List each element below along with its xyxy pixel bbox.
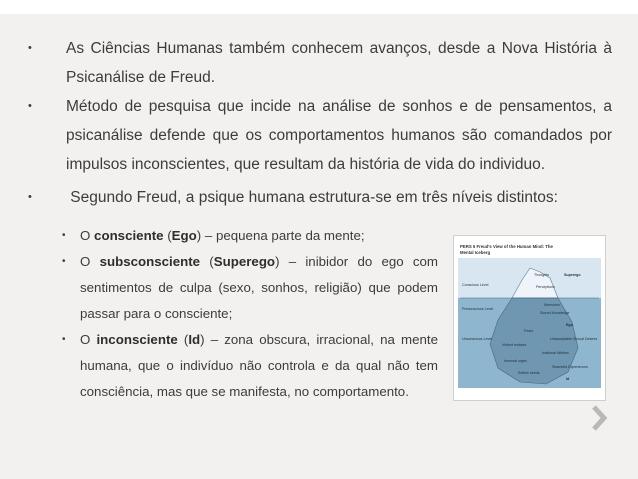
bullet-text: Método de pesquisa que incide na análise de sonhos e de pensamentos, a psicanálise defende que os comportamentos humanos são comandados por impulsos inconscientes, que resultam da história de vida do individuo. bbox=[66, 98, 612, 173]
sub-bullet-dot: • bbox=[62, 230, 66, 241]
term-bold: subsconsciente bbox=[99, 254, 201, 269]
figure-title-2: Mental Iceberg bbox=[460, 250, 491, 255]
label-memories: Memories bbox=[544, 303, 560, 307]
sub-bullet-subsconsciente bbox=[64, 249, 438, 327]
alias-bold: Id bbox=[188, 332, 201, 347]
alias-bold: Ego bbox=[171, 228, 197, 243]
chevron-right-icon[interactable] bbox=[590, 405, 610, 431]
bullet-text: Segundo Freud, a psique humana estrutura-se em três níveis distintos: bbox=[66, 189, 558, 206]
label-immoral-urges: Immoral urges bbox=[504, 359, 527, 363]
sub-bullet-text: O subsconsciente (Superego) – inibidor do ego com sentimentos de culpa (sexo, sonhos, religião) que podem passar para o consciente; bbox=[80, 254, 438, 321]
label-preconscious: Preconscious Level bbox=[462, 307, 494, 311]
label-violent-motives: Violent motives bbox=[502, 343, 527, 347]
bullet-3 bbox=[28, 183, 612, 212]
iceberg-diagram bbox=[454, 236, 605, 400]
label-superego: Superego bbox=[564, 273, 581, 277]
sub-bullet-inconsciente bbox=[64, 327, 438, 405]
label-thoughts: Thoughts bbox=[534, 273, 549, 277]
bullet-2 bbox=[28, 92, 612, 179]
label-unconscious: Unconscious Level bbox=[462, 337, 493, 341]
bullet-1 bbox=[28, 34, 612, 92]
bullet-dot: • bbox=[28, 191, 32, 203]
label-shameful-experiences: Shameful Experiences bbox=[552, 365, 588, 369]
sub-bullet-dot: • bbox=[62, 334, 66, 345]
sub-bullet-text: O consciente (Ego) – pequena parte da mente; bbox=[80, 228, 365, 243]
label-stored-knowledge: Stored Knowledge bbox=[540, 311, 570, 315]
label-sexual-desires: Unacceptable Sexual Desires bbox=[550, 337, 598, 341]
label-conscious: Conscious Level bbox=[462, 283, 489, 287]
term-bold: inconsciente bbox=[96, 332, 178, 347]
iceberg-figure bbox=[453, 235, 606, 401]
bullet-dot: • bbox=[28, 42, 32, 54]
term-bold: consciente bbox=[94, 228, 164, 243]
figure-title-1: PERS 5 Freud's View of the Human Mind: The bbox=[460, 244, 553, 249]
label-irrational-wishes: Irrational Wishes bbox=[542, 351, 569, 355]
bullet-dot: • bbox=[28, 100, 32, 112]
label-perceptions: Perceptions bbox=[536, 285, 555, 289]
sub-bullet-text: O inconsciente (Id) – zona obscura, irracional, na mente humana, que o indivíduo não controla e da qual não tem consciência, mas que se manifesta, no comportamento. bbox=[80, 332, 438, 399]
sub-bullet-consciente bbox=[64, 223, 438, 249]
label-id: Id bbox=[566, 377, 570, 381]
alias-bold: Superego bbox=[213, 254, 276, 269]
top-band bbox=[0, 0, 638, 14]
label-ego: Ego bbox=[566, 323, 573, 327]
label-selfish-needs: Selfish needs bbox=[518, 371, 540, 375]
label-fears: Fears bbox=[524, 329, 534, 333]
bullet-text: As Ciências Humanas também conhecem avanços, desde a Nova História à Psicanálise de Freud. bbox=[66, 40, 612, 86]
sub-bullet-dot: • bbox=[62, 256, 66, 267]
